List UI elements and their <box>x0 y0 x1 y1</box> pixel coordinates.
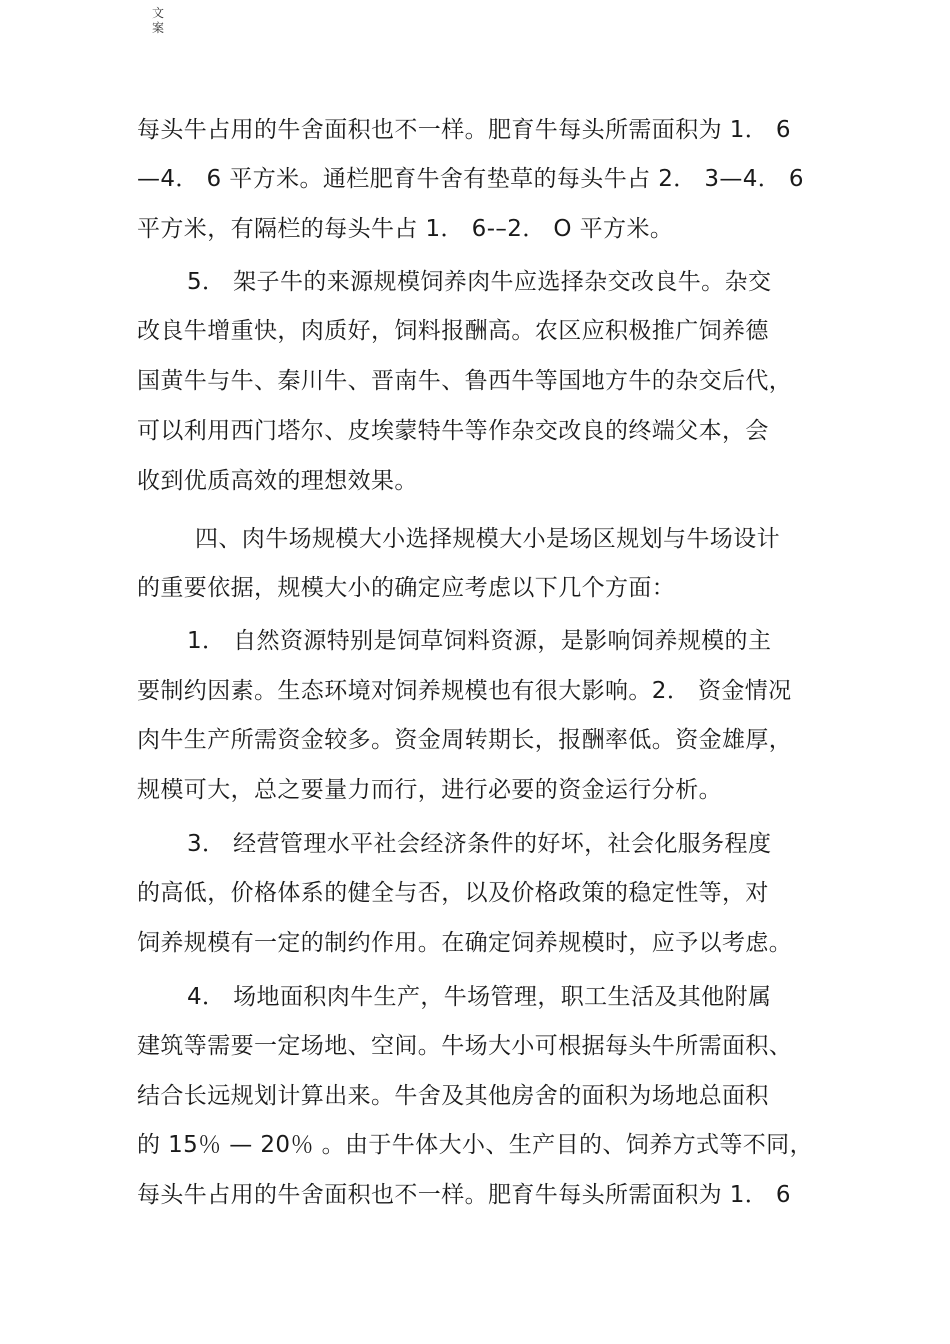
paragraph-first-line: 3． 经营管理水平社会经济条件的好坏，社会化服务程度 <box>187 831 772 857</box>
header-mark <box>150 6 166 36</box>
header-mark-char: 案 <box>151 21 164 35</box>
text-line: 的高低，价格体系的健全与否，以及价格政策的稳定性等，对 <box>137 880 769 906</box>
text-line: 肉牛生产所需资金较多。资金周转期长，报酬率低。资金雄厚， <box>137 727 793 753</box>
paragraph-first-line: 1． 自然资源特别是饲草饲料资源，是影响饲养规模的主 <box>187 628 772 654</box>
text-line: 每头牛占用的牛舍面积也不一样。肥育牛每头所需面积为 1． 6 <box>137 1182 791 1208</box>
text-line: 可以利用西门塔尔、皮埃蒙特牛等作杂交改良的终端父本，会 <box>137 418 769 444</box>
text-line: 要制约因素。生态环境对饲养规模也有很大影响。2． 资金情况 <box>137 678 792 704</box>
text-line: 平方米，有隔栏的每头牛占 1． 6-–2． O 平方米。 <box>137 216 674 242</box>
paragraph-first-line: 4． 场地面积肉牛生产，牛场管理，职工生活及其他附属 <box>187 984 772 1010</box>
text-line: 的 15％ — 20％ 。由于牛体大小、生产目的、饲养方式等不同， <box>137 1132 813 1158</box>
text-line: 收到优质高效的理想效果。 <box>137 468 418 494</box>
text-line: 规模可大，总之要量力而行，进行必要的资金运行分析。 <box>137 777 722 803</box>
header-mark-char: 文 <box>151 6 164 20</box>
text-line: —4． 6 平方米。通栏肥育牛舍有垫草的每头牛占 2． 3—4． 6 <box>137 166 804 192</box>
paragraph-first-line: 5． 架子牛的来源规模饲养肉牛应选择杂交改良牛。杂交 <box>187 269 772 295</box>
text-line: 每头牛占用的牛舍面积也不一样。肥育牛每头所需面积为 1． 6 <box>137 117 791 143</box>
text-line: 建筑等需要一定场地、空间。牛场大小可根据每头牛所需面积、 <box>137 1033 793 1059</box>
text-line: 结合长远规划计算出来。牛舍及其他房舍的面积为场地总面积 <box>137 1083 769 1109</box>
text-line: 改良牛增重快，肉质好，饲料报酬高。农区应积极推广饲养德 <box>137 318 769 344</box>
text-line: 饲养规模有一定的制约作用。在确定饲养规模时，应予以考虑。 <box>137 930 793 956</box>
section-heading-line: 四、肉牛场规模大小选择规模大小是场区规划与牛场设计 <box>195 526 780 552</box>
text-line: 国黄牛与牛、秦川牛、晋南牛、鲁西牛等国地方牛的杂交后代， <box>137 368 793 394</box>
text-line: 的重要依据，规模大小的确定应考虑以下几个方面： <box>137 575 676 601</box>
